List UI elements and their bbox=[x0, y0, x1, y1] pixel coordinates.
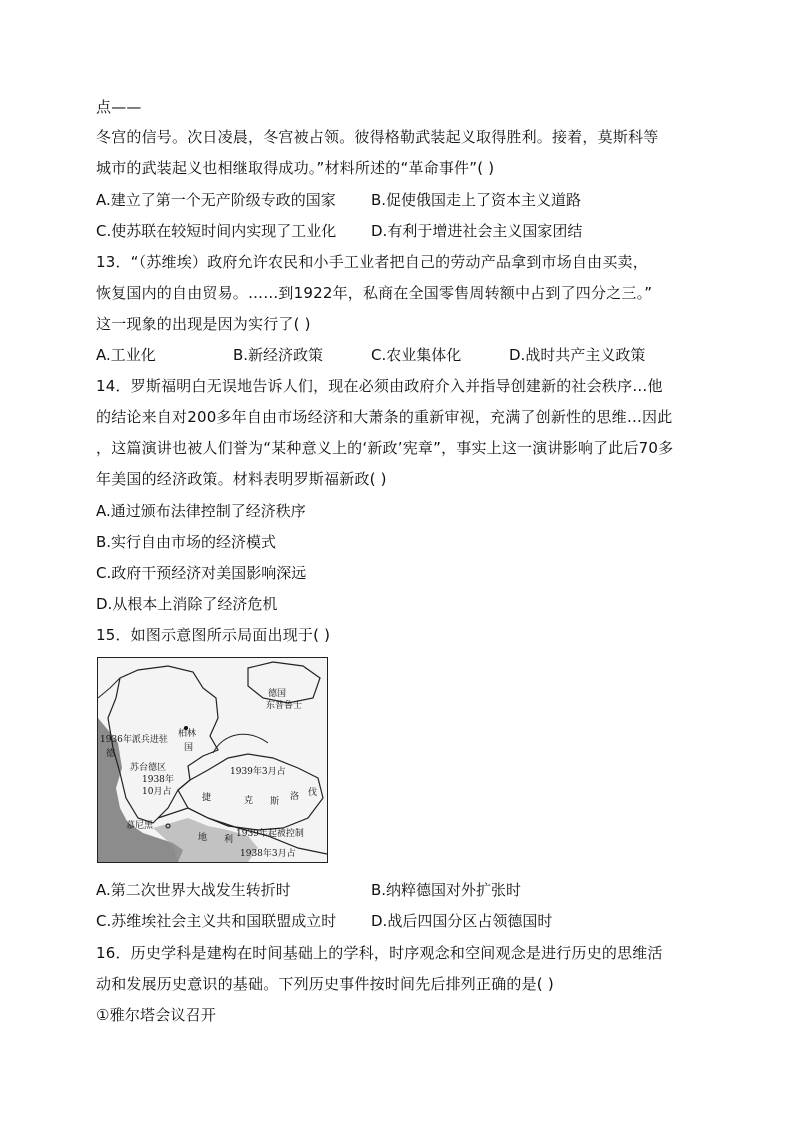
map-label-fa: 伐 bbox=[308, 788, 318, 798]
question-13-stem-line: 这一现象的出现是因为实行了( ) bbox=[96, 315, 311, 333]
map-label-1939-march: 1939年3月占 bbox=[230, 767, 286, 777]
question-16-stem-line: 动和发展历史意识的基础。下列历史事件按时间先后排列正确的是( ) bbox=[96, 975, 554, 993]
question-14-stem-line: ，这篇演讲也被人们誉为“某种意义上的‘新政’宪章”，事实上这一演讲影响了此后70多 bbox=[96, 439, 674, 457]
map-label-1939-control: 1939年起被控制 bbox=[236, 829, 304, 839]
question-13-stem-line: 恢复国内的自由贸易。……到1922年，私商在全国零售周转额中占到了四分之三。” bbox=[96, 284, 653, 302]
question-14-option-d: D.从根本上消除了经济危机 bbox=[96, 595, 278, 613]
map-label-ke: 克 bbox=[244, 796, 254, 806]
question-16-stem-line: 16．历史学科是建构在时间基础上的学科，时序观念和空间观念是进行历史的思维活 bbox=[96, 944, 663, 962]
question-14-stem-line: 14．罗斯福明白无误地告诉人们，现在必须由政府介入并指导创建新的社会秩序…他 bbox=[96, 377, 663, 395]
map-label-germany: 德国 bbox=[268, 689, 287, 699]
question-12-option-a: A.建立了第一个无产阶级专政的国家 bbox=[96, 191, 336, 209]
map-label-di: 地 bbox=[198, 833, 208, 843]
question-12-stem-line: 城市的武装起义也相继取得成功。”材料所述的“革命事件”( ) bbox=[96, 159, 495, 177]
question-14-option-b: B.实行自由市场的经济模式 bbox=[96, 533, 277, 551]
map-label-berlin: 柏林 bbox=[178, 729, 197, 739]
question-15-option-b: B.纳粹德国对外扩张时 bbox=[371, 881, 522, 899]
map-czech-border bbox=[178, 754, 323, 830]
question-15-option-c: C.苏维埃社会主义共和国联盟成立时 bbox=[96, 912, 337, 930]
map-label-rhineland: 1936年派兵进驻 bbox=[100, 735, 168, 745]
map-label-prussia: 东普鲁士 bbox=[266, 701, 303, 711]
map-label-de: 德 bbox=[106, 749, 116, 759]
question-14-stem-line: 的结论来自对200多年自由市场经济和大萧条的重新审视，充满了创新性的思维…因此 bbox=[96, 408, 673, 426]
question-13-stem-line: 13．“（苏维埃）政府允许农民和小手工业者把自己的劳动产品拿到市场自由买卖， bbox=[96, 253, 648, 271]
map-label-luo: 洛 bbox=[290, 792, 300, 802]
map-label-si: 斯 bbox=[270, 797, 280, 807]
map-arrow bbox=[213, 734, 268, 753]
question-13-option-c: C.农业集体化 bbox=[371, 346, 462, 364]
map-label-guo: 国 bbox=[184, 743, 194, 753]
map-label-sudeten-date1: 1938年 bbox=[142, 775, 174, 785]
expansion-map bbox=[97, 657, 328, 863]
map-label-sudeten: 苏台德区 bbox=[130, 763, 167, 773]
question-14-option-c: C.政府干预经济对美国影响深远 bbox=[96, 564, 307, 582]
question-12-option-b: B.促使俄国走上了资本主义道路 bbox=[371, 191, 582, 209]
question-16-item-1: ①雅尔塔会议召开 bbox=[96, 1006, 217, 1024]
map-label-munich: 慕尼黑 bbox=[126, 821, 154, 831]
map-label-li: 利 bbox=[224, 835, 234, 845]
question-15-option-d: D.战后四国分区占领德国时 bbox=[371, 912, 553, 930]
map-label-1938-march: 1938年3月占 bbox=[240, 849, 296, 859]
question-13-option-a: A.工业化 bbox=[96, 346, 156, 364]
question-13-option-b: B.新经济政策 bbox=[233, 346, 324, 364]
question-12-stem-line: 冬宫的信号。次日凌晨，冬宫被占领。彼得格勒武装起义取得胜利。接着，莫斯科等 bbox=[96, 128, 659, 146]
question-15-option-a: A.第二次世界大战发生转折时 bbox=[96, 881, 291, 899]
continued-text-line: 点—— bbox=[96, 98, 142, 116]
question-12-option-c: C.使苏联在较短时间内实现了工业化 bbox=[96, 222, 337, 240]
question-13-option-d: D.战时共产主义政策 bbox=[509, 346, 646, 364]
question-15-stem: 15．如图示意图所示局面出现于( ) bbox=[96, 626, 331, 644]
question-12-option-d: D.有利于增进社会主义国家团结 bbox=[371, 222, 583, 240]
question-14-stem-line: 年美国的经济政策。材料表明罗斯福新政( ) bbox=[96, 470, 387, 488]
map-label-jie: 捷 bbox=[202, 793, 212, 803]
question-14-option-a: A.通过颁布法律控制了经济秩序 bbox=[96, 502, 306, 520]
map-label-sudeten-date2: 10月占 bbox=[142, 787, 172, 797]
